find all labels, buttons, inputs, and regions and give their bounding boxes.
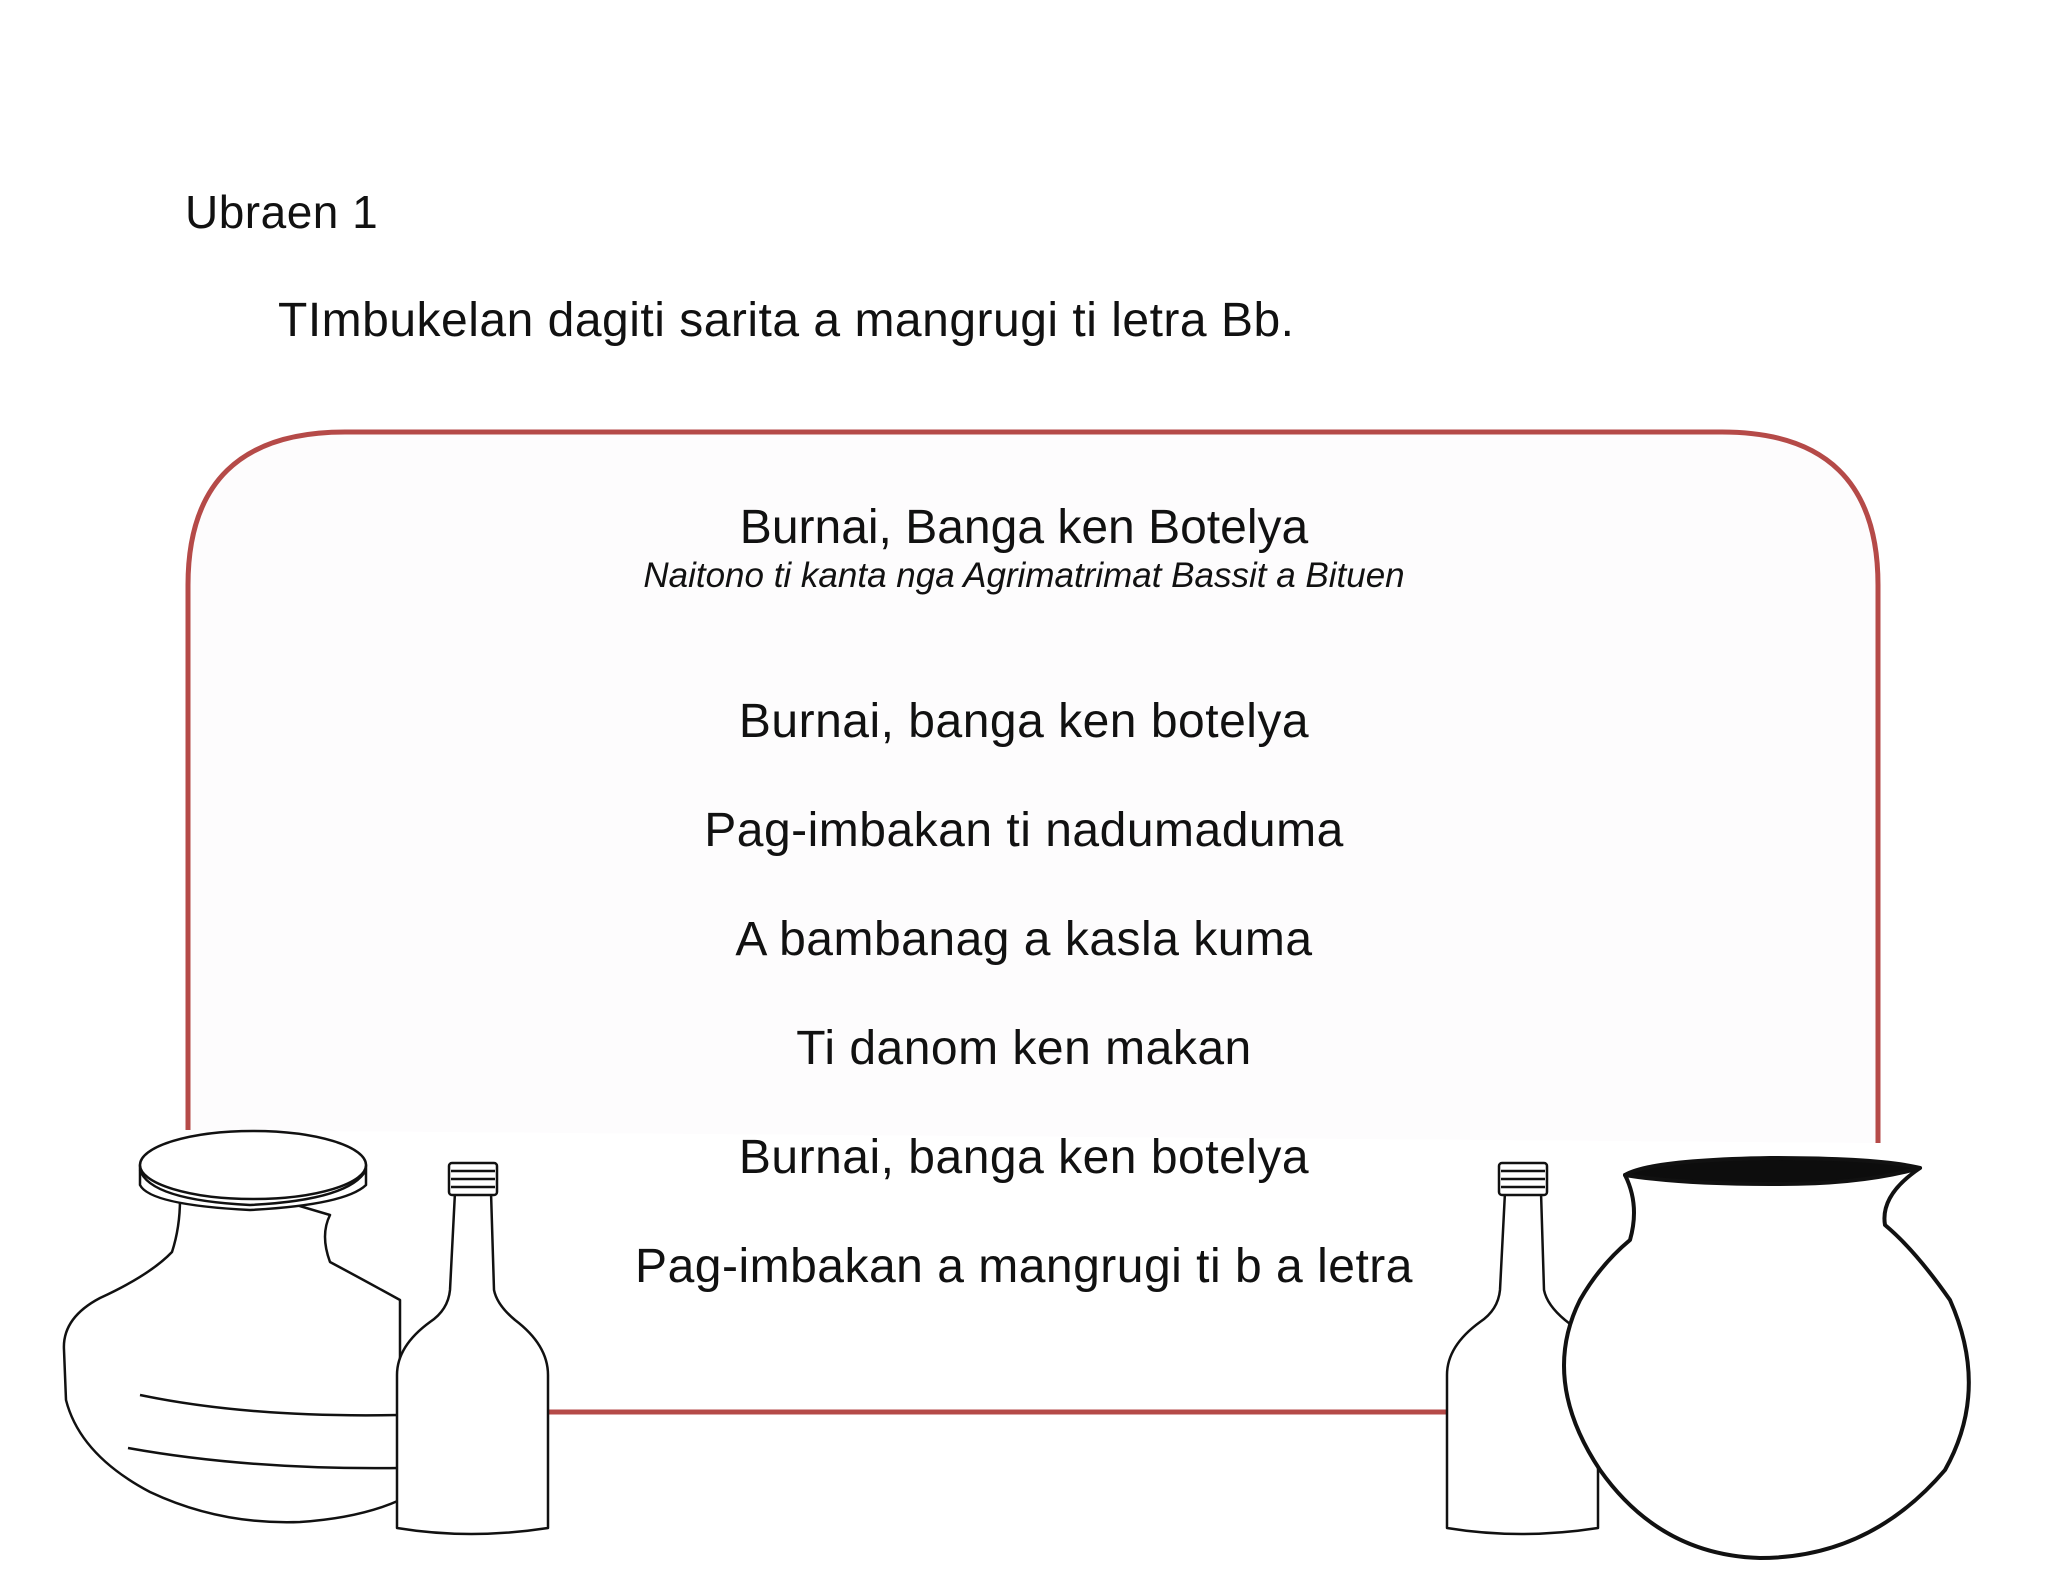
lyric-line: Burnai, banga ken botelya xyxy=(738,695,1310,748)
activity-heading: Ubraen 1 xyxy=(185,186,379,238)
lyric-line: Pag-imbakan ti nadumaduma xyxy=(704,804,1344,857)
lyric-line: A bambanag a kasla kuma xyxy=(735,913,1313,966)
song-subtitle: Naitono ti kanta nga Agrimatrimat Bassit a Bituen xyxy=(643,556,1405,595)
lyric-line: Pag-imbakan a mangrugi ti b a letra xyxy=(635,1240,1413,1293)
instruction-text: TImbukelan dagiti sarita a mangrugi ti letra Bb. xyxy=(278,294,1295,347)
song-title: Burnai, Banga ken Botelya xyxy=(739,501,1309,554)
lyric-line: Burnai, banga ken botelya xyxy=(738,1131,1310,1184)
lyric-line: Ti danom ken makan xyxy=(796,1022,1252,1075)
